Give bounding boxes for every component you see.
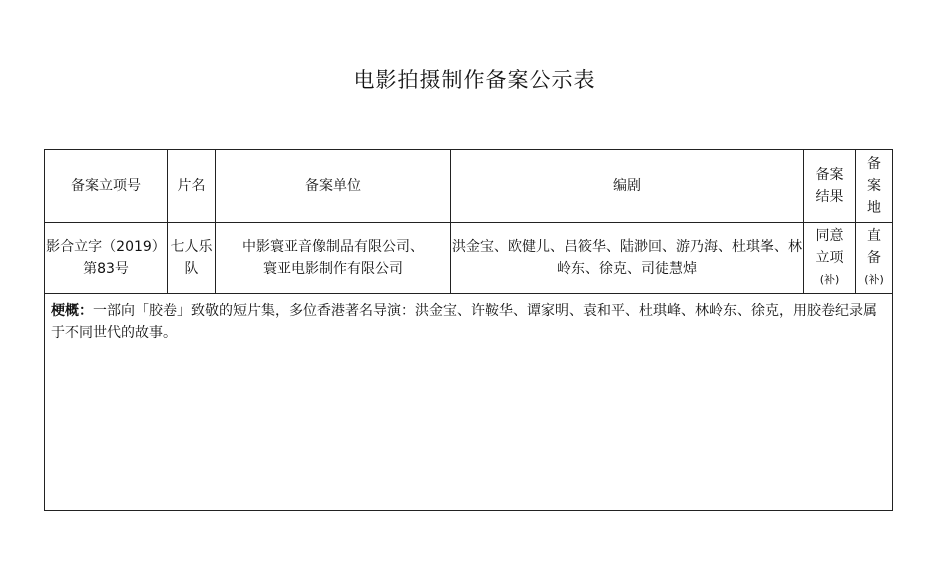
header-film-title: 片名 bbox=[168, 150, 216, 223]
header-location-line2: 案 bbox=[867, 178, 881, 194]
record-table bbox=[44, 149, 893, 511]
summary-cell bbox=[45, 294, 893, 511]
table-row bbox=[45, 223, 893, 294]
header-location bbox=[856, 150, 893, 223]
cell-record-no: 影合立字（2019）第83号 bbox=[45, 223, 168, 294]
header-result-line2: 结果 bbox=[815, 189, 844, 205]
summary-row bbox=[45, 294, 893, 511]
header-result-line1: 备案 bbox=[815, 167, 844, 183]
table-header-row bbox=[45, 150, 893, 223]
result-line2: 立项 bbox=[815, 250, 844, 266]
header-record-no: 备案立项号 bbox=[45, 150, 168, 223]
result-line1: 同意 bbox=[815, 228, 844, 244]
result-note: (补) bbox=[819, 273, 840, 286]
page-title: 电影拍摄制作备案公示表 bbox=[353, 68, 596, 92]
header-location-line1: 备 bbox=[867, 156, 881, 172]
cell-location bbox=[856, 223, 893, 294]
cell-film-title: 七人乐队 bbox=[168, 223, 216, 294]
company-line2: 寰亚电影制作有限公司 bbox=[263, 261, 403, 277]
header-company: 备案单位 bbox=[216, 150, 451, 223]
company-line1: 中影寰亚音像制品有限公司、 bbox=[242, 239, 424, 255]
cell-result bbox=[804, 223, 856, 294]
summary-text: 一部向「胶卷」致敬的短片集，多位香港著名导演：洪金宝、许鞍华、谭家明、袁和平、杜琪峰、林岭东、徐克，用胶卷纪录属于不同世代的故事。 bbox=[51, 303, 877, 341]
location-line1: 直 bbox=[867, 228, 881, 244]
header-result bbox=[804, 150, 856, 223]
cell-writers: 洪金宝、欧健儿、吕筱华、陆渺回、游乃海、杜琪峯、林岭东、徐克、司徒慧焯 bbox=[451, 223, 804, 294]
summary-label: 梗概： bbox=[51, 303, 93, 319]
location-note: (补) bbox=[864, 273, 884, 286]
location-line2: 备 bbox=[867, 250, 881, 266]
header-writers: 编剧 bbox=[451, 150, 804, 223]
header-location-line3: 地 bbox=[867, 200, 881, 216]
cell-company bbox=[216, 223, 451, 294]
